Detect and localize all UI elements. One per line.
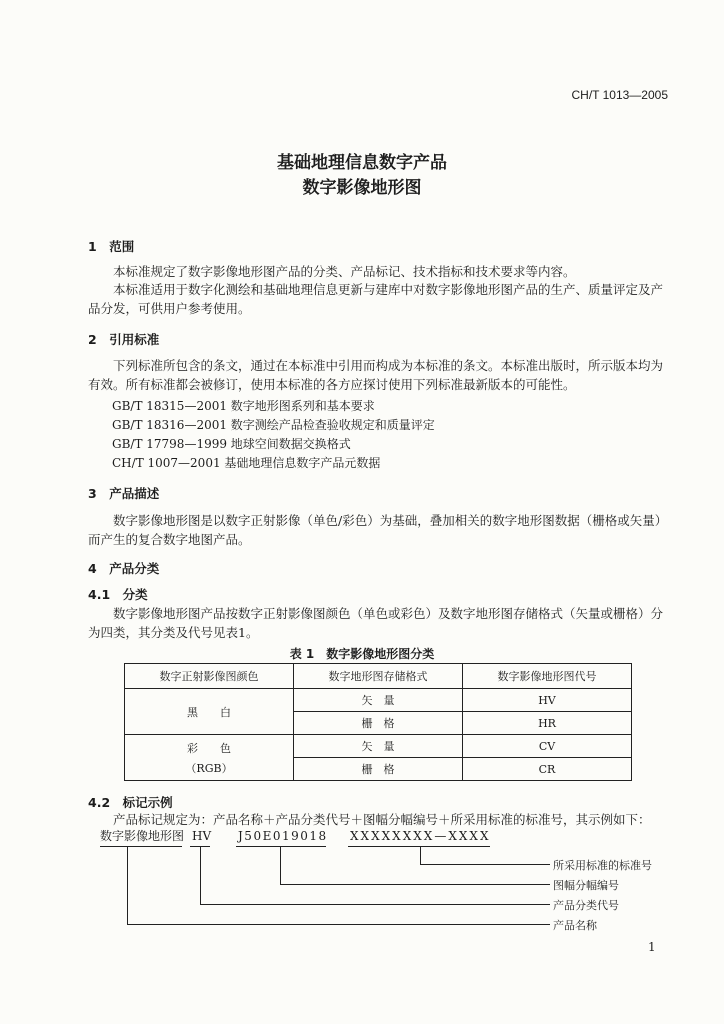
- reference-item: CH/T 1007—2001 基础地理信息数字产品元数据: [112, 456, 381, 470]
- classification-table: [124, 663, 632, 781]
- page-title-line2: 数字影像地形图: [302, 178, 422, 198]
- section-4-heading: 4 产品分类: [88, 561, 160, 576]
- table-cell-code: HV: [463, 689, 632, 712]
- reference-item: GB/T 18315—2001 数字地形图系列和基本要求: [112, 399, 375, 413]
- table-cell-format: 栅 格: [294, 712, 463, 735]
- example-class-code: HV: [192, 829, 212, 843]
- table-cell-color-line2: （RGB）: [185, 761, 233, 775]
- section-4-1-heading: 4.1 分类: [88, 587, 148, 602]
- table-cell-color-line1: 彩 色: [187, 741, 231, 755]
- section-3-para-1: 数字影像地形图是以数字正射影像（单色/彩色）为基础，叠加相关的数字地形图数据（栅格或矢量）而产生的复合数字地图产品。: [88, 513, 668, 547]
- section-1-para-1: 本标准规定了数字影像地形图产品的分类、产品标记、技术指标和技术要求等内容。: [113, 264, 576, 279]
- table-cell-format: 矢 量: [294, 735, 463, 758]
- table-cell-code: CV: [463, 735, 632, 758]
- table-cell-color: 黑 白: [125, 689, 294, 735]
- label-product-name: 产品名称: [553, 919, 597, 932]
- section-4-1-para: 数字影像地形图产品按数字正射影像图颜色（单色或彩色）及数字地形图存储格式（矢量或栅格）分为四类，其分类及代号见表1。: [88, 606, 664, 640]
- table-cell-format: 栅 格: [294, 758, 463, 781]
- section-2-para-1: 下列标准所包含的条文，通过在本标准中引用而构成为本标准的条文。本标准出版时，所示版本均为有效。所有标准都会被修订，使用本标准的各方应探讨使用下列标准最新版本的可能性。: [88, 358, 664, 392]
- standard-code-header: CH/T 1013—2005: [571, 88, 668, 102]
- page-number: 1: [648, 940, 656, 954]
- section-4-2-para: 产品标记规定为：产品名称＋产品分类代号＋图幅分幅编号＋所采用标准的标准号，其示例如下：: [113, 812, 651, 827]
- example-sheet-number: J50E019018: [238, 829, 328, 843]
- table-header: 数字正射影像图颜色: [125, 664, 294, 689]
- table-header: 数字地形图存储格式: [294, 664, 463, 689]
- table-cell-format: 矢 量: [294, 689, 463, 712]
- page-title-line1: 基础地理信息数字产品: [277, 153, 447, 173]
- table-cell-color: [125, 735, 294, 781]
- table-cell-code: CR: [463, 758, 632, 781]
- section-2-heading: 2 引用标准: [88, 332, 160, 347]
- table-header: 数字影像地形图代号: [463, 664, 632, 689]
- reference-item: GB/T 18316—2001 数字测绘产品检查验收规定和质量评定: [112, 418, 435, 432]
- section-1-para-2: 本标准适用于数字化测绘和基础地理信息更新与建库中对数字影像地形图产品的生产、质量评定及产品分发，可供用户参考使用。: [88, 282, 664, 316]
- section-1-heading: 1 范围: [88, 239, 135, 254]
- example-product-name: 数字影像地形图: [100, 829, 185, 843]
- section-4-2-heading: 4.2 标记示例: [88, 795, 173, 810]
- reference-item: GB/T 17798—1999 地球空间数据交换格式: [112, 437, 351, 451]
- label-class-code: 产品分类代号: [553, 899, 619, 912]
- label-standard-number: 所采用标准的标准号: [553, 859, 652, 872]
- section-3-heading: 3 产品描述: [88, 486, 160, 501]
- example-standard-number: XXXXXXXX—XXXX: [350, 829, 491, 843]
- table-caption: 表 1 数字影像地形图分类: [289, 647, 435, 661]
- label-sheet-number: 图幅分幅编号: [553, 879, 619, 892]
- table-cell-code: HR: [463, 712, 632, 735]
